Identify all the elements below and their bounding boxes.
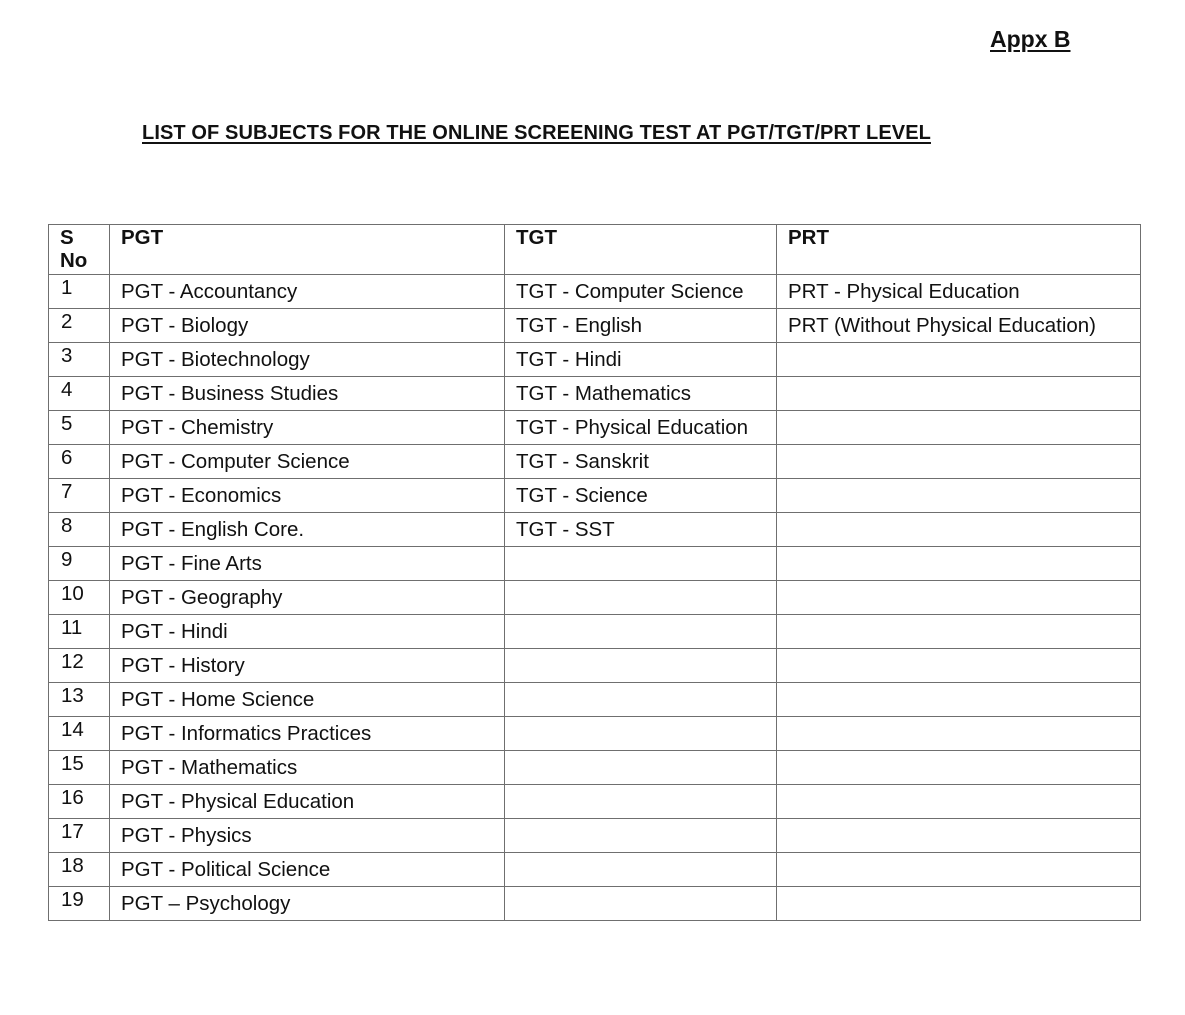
table-row: [49, 377, 1141, 411]
pgt-subject-cell: PGT - Physical Education: [110, 785, 505, 819]
tgt-subject-cell: TGT - Hindi: [505, 343, 777, 377]
table-row: [49, 649, 1141, 683]
sno-cell: 5: [49, 411, 110, 445]
prt-subject-cell: [777, 513, 1141, 547]
table-row: [49, 513, 1141, 547]
table-row: [49, 275, 1141, 309]
pgt-subject-cell: PGT - Accountancy: [110, 275, 505, 309]
pgt-subject-cell: PGT - Biology: [110, 309, 505, 343]
table-row: [49, 751, 1141, 785]
header-sno-line2: No: [60, 249, 88, 272]
tgt-subject-cell: [505, 785, 777, 819]
prt-subject-cell: [777, 751, 1141, 785]
pgt-subject-cell: PGT - Mathematics: [110, 751, 505, 785]
sno-cell: 4: [49, 377, 110, 411]
pgt-subject-cell: PGT - Informatics Practices: [110, 717, 505, 751]
pgt-subject-cell: PGT - Political Science: [110, 853, 505, 887]
table-row: [49, 547, 1141, 581]
sno-cell: 14: [49, 717, 110, 751]
sno-cell: 9: [49, 547, 110, 581]
header-prt: PRT: [777, 225, 1141, 275]
sno-cell: 7: [49, 479, 110, 513]
prt-subject-cell: [777, 377, 1141, 411]
table-row: [49, 717, 1141, 751]
header-sno-line1: S: [60, 226, 74, 249]
table-row: [49, 853, 1141, 887]
tgt-subject-cell: [505, 683, 777, 717]
pgt-subject-cell: PGT - Economics: [110, 479, 505, 513]
table-row: [49, 343, 1141, 377]
tgt-subject-cell: TGT - Computer Science: [505, 275, 777, 309]
sno-cell: 18: [49, 853, 110, 887]
table-row: [49, 411, 1141, 445]
sno-cell: 2: [49, 309, 110, 343]
prt-subject-cell: [777, 343, 1141, 377]
prt-subject-cell: [777, 479, 1141, 513]
prt-subject-cell: [777, 819, 1141, 853]
sno-cell: 15: [49, 751, 110, 785]
tgt-subject-cell: TGT - Science: [505, 479, 777, 513]
sno-cell: 19: [49, 887, 110, 921]
header-tgt: TGT: [505, 225, 777, 275]
sno-cell: 13: [49, 683, 110, 717]
pgt-subject-cell: PGT - English Core.: [110, 513, 505, 547]
tgt-subject-cell: [505, 751, 777, 785]
tgt-subject-cell: [505, 649, 777, 683]
header-sno: [49, 225, 110, 275]
table-row: [49, 683, 1141, 717]
table-row: [49, 581, 1141, 615]
tgt-subject-cell: TGT - Physical Education: [505, 411, 777, 445]
tgt-subject-cell: [505, 581, 777, 615]
subjects-table: [48, 224, 1141, 921]
tgt-subject-cell: [505, 819, 777, 853]
prt-subject-cell: [777, 887, 1141, 921]
table-row: [49, 445, 1141, 479]
prt-subject-cell: [777, 615, 1141, 649]
sno-cell: 10: [49, 581, 110, 615]
header-pgt: PGT: [110, 225, 505, 275]
pgt-subject-cell: PGT - Geography: [110, 581, 505, 615]
pgt-subject-cell: PGT - Chemistry: [110, 411, 505, 445]
pgt-subject-cell: PGT - Biotechnology: [110, 343, 505, 377]
pgt-subject-cell: PGT - Home Science: [110, 683, 505, 717]
prt-subject-cell: [777, 411, 1141, 445]
prt-subject-cell: [777, 581, 1141, 615]
sno-cell: 1: [49, 275, 110, 309]
prt-subject-cell: [777, 717, 1141, 751]
sno-cell: 17: [49, 819, 110, 853]
prt-subject-cell: PRT - Physical Education: [777, 275, 1141, 309]
sno-cell: 11: [49, 615, 110, 649]
page-title: LIST OF SUBJECTS FOR THE ONLINE SCREENING TEST AT PGT/TGT/PRT LEVEL: [142, 122, 931, 144]
tgt-subject-cell: TGT - Mathematics: [505, 377, 777, 411]
prt-subject-cell: [777, 445, 1141, 479]
table-row: [49, 887, 1141, 921]
tgt-subject-cell: TGT - Sanskrit: [505, 445, 777, 479]
pgt-subject-cell: PGT – Psychology: [110, 887, 505, 921]
table-row: [49, 309, 1141, 343]
prt-subject-cell: [777, 785, 1141, 819]
sno-cell: 3: [49, 343, 110, 377]
table-header-row: [49, 225, 1141, 275]
sno-cell: 8: [49, 513, 110, 547]
tgt-subject-cell: [505, 853, 777, 887]
tgt-subject-cell: [505, 717, 777, 751]
table-row: [49, 785, 1141, 819]
prt-subject-cell: [777, 649, 1141, 683]
pgt-subject-cell: PGT - Fine Arts: [110, 547, 505, 581]
tgt-subject-cell: [505, 615, 777, 649]
tgt-subject-cell: [505, 887, 777, 921]
table-row: [49, 819, 1141, 853]
sno-cell: 16: [49, 785, 110, 819]
tgt-subject-cell: TGT - SST: [505, 513, 777, 547]
table-body: [49, 275, 1141, 921]
tgt-subject-cell: [505, 547, 777, 581]
table-row: [49, 615, 1141, 649]
appendix-label: Appx B: [990, 26, 1071, 52]
prt-subject-cell: [777, 853, 1141, 887]
prt-subject-cell: [777, 683, 1141, 717]
pgt-subject-cell: PGT - Business Studies: [110, 377, 505, 411]
tgt-subject-cell: TGT - English: [505, 309, 777, 343]
pgt-subject-cell: PGT - Computer Science: [110, 445, 505, 479]
pgt-subject-cell: PGT - Physics: [110, 819, 505, 853]
sno-cell: 6: [49, 445, 110, 479]
pgt-subject-cell: PGT - Hindi: [110, 615, 505, 649]
pgt-subject-cell: PGT - History: [110, 649, 505, 683]
prt-subject-cell: PRT (Without Physical Education): [777, 309, 1141, 343]
table-row: [49, 479, 1141, 513]
sno-cell: 12: [49, 649, 110, 683]
prt-subject-cell: [777, 547, 1141, 581]
